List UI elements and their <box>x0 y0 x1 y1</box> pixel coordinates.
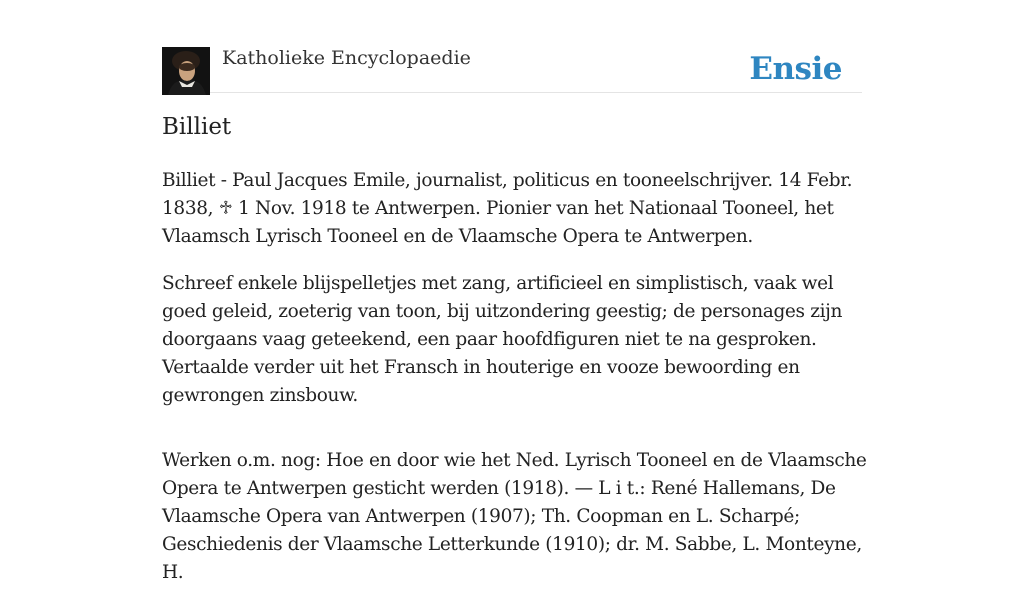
article-title: Billiet <box>162 114 232 140</box>
source-name[interactable]: Katholieke Encyclopaedie <box>222 47 471 69</box>
brand-logo[interactable]: Ensie <box>749 51 842 87</box>
site-header <box>162 44 862 93</box>
article-body <box>162 167 872 606</box>
article-paragraph: Schreef enkele blijspelletjes met zang, artificieel en simplistisch, vaak wel goed geleid, zoeterig van toon, bij uitzondering geestig; de personages zijn doorgaans vaag geteekend, een paar hoofdfiguren niet te na gesproken. Vertaalde verder uit het Fransch in houterige en vooze bewoording en gewrongen zinsbouw. <box>162 273 843 406</box>
article-paragraph: Billiet - Paul Jacques Emile, journalist, politicus en tooneelschrijver. 14 Febr. 1838, ♱ 1 Nov. 1918 te Antwerpen. Pionier van het Nationaal Tooneel, het Vlaamsch Lyrisch Tooneel en de Vlaamsche Opera te Antwerpen. <box>162 170 853 247</box>
article-paragraph: Werken o.m. nog: Hoe en door wie het Ned. Lyrisch Tooneel en de Vlaamsche Opera te Antwerpen gesticht werden (1918). — L i t.: René Hallemans, De Vlaamsche Opera van Antwerpen (1907); Th. Coopman en L. Scharpé; Geschiedenis der Vlaamsche Letterkunde (1910); dr. M. Sabbe, L. Monteyne, H. <box>162 450 867 583</box>
portrait-avatar-icon[interactable] <box>162 47 210 95</box>
